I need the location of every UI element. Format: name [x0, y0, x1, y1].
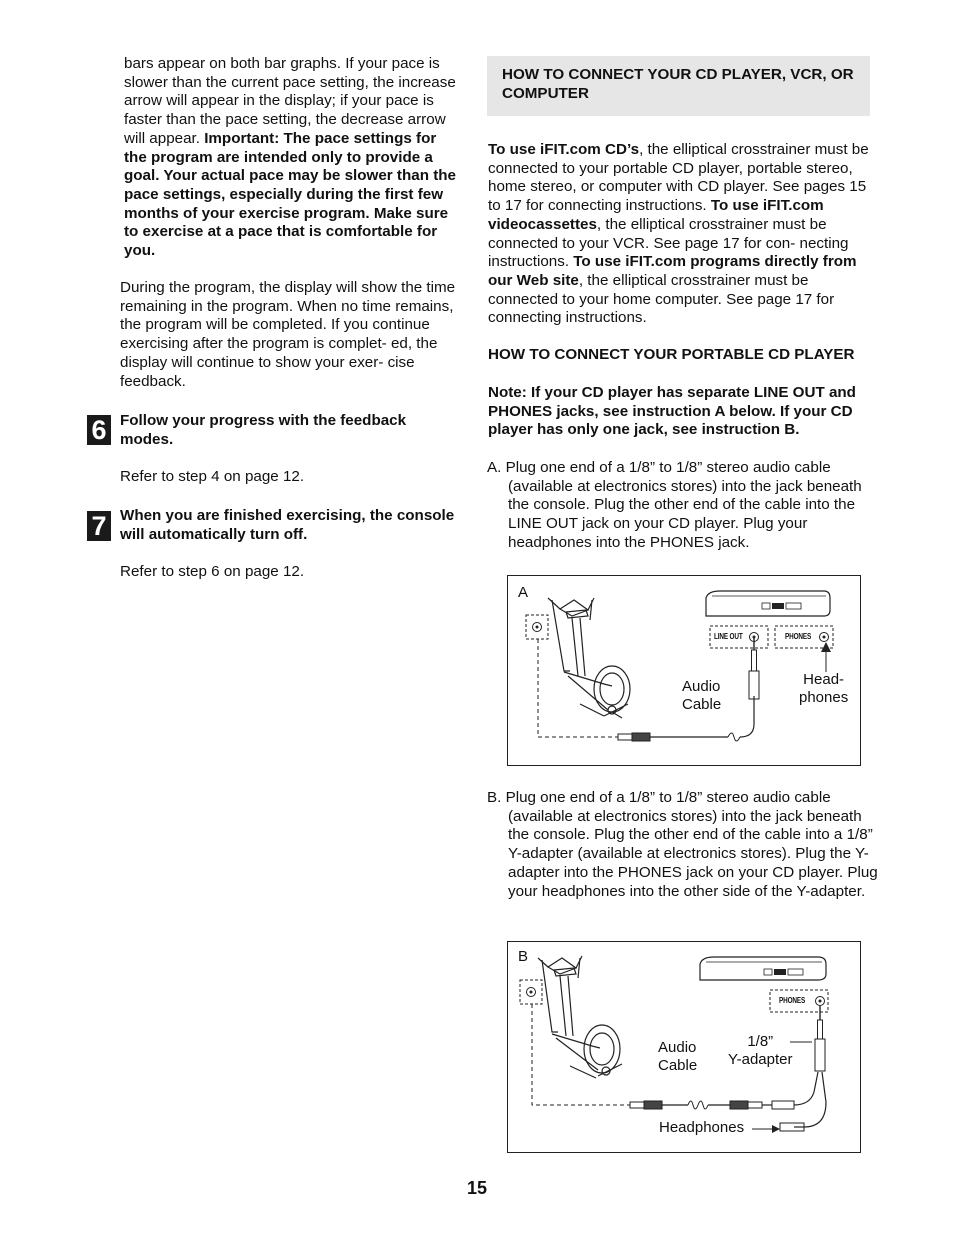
intro-paragraph: To use iFIT.com CD’s, the elliptical crosstrainer must be connected to your portable CD player, portable stereo, home stereo, or computer with CD player. See pages 15 to 17 for connecting instructions. To use iFIT.com videocassettes, the elliptical crosstrainer must be connected to your VCR. See page 17 for con- necting instructions. To use iFIT.com programs directly from our Web site, the elliptical crosstrainer must be connected to your home computer. See page 17 for connecting instructions. — [488, 141, 869, 327]
program-time-paragraph: During the program, the display will show the time remaining in the program. When no time remains, the program will be completed. If you continue exercising after the program is complet- ed, the display will continue to show your exer- cise feedback. — [120, 279, 456, 390]
figure-b-letter: B — [518, 948, 529, 965]
step-6-badge: 6 — [87, 415, 111, 445]
step-6-reference: Refer to step 4 on page 12. — [120, 468, 305, 485]
step-7-reference: Refer to step 6 on page 12. — [120, 563, 305, 580]
audio-cable-label: Audio Cable — [682, 678, 722, 713]
section-header: HOW TO CONNECT YOUR CD PLAYER, VCR, OR COMPUTER — [502, 66, 854, 102]
step-6-title: Follow your progress with the feedback modes. — [120, 412, 407, 448]
phones-jack-label: PHONES — [779, 996, 806, 1005]
figure-a — [507, 575, 861, 766]
section-header-box — [487, 56, 870, 116]
page-number: 15 — [466, 1178, 488, 1198]
audio-cable-label: Audio Cable — [658, 1039, 698, 1074]
line-out-jack-label: LINE OUT — [714, 632, 743, 641]
step-7-badge: 7 — [87, 511, 111, 541]
step-7-title: When you are finished exercising, the console will automatically turn off. — [120, 507, 455, 543]
phones-jack-label: PHONES — [785, 632, 812, 641]
note-paragraph: Note: If your CD player has separate LINE OUT and PHONES jacks, see instruction A below. If your CD player has only one jack, see instruction B. — [488, 384, 856, 439]
pace-paragraph: bars appear on both bar graphs. If your pace is slower than the current pace setting, the increase arrow will appear in the display; if your pace is faster than the pace setting, the decrease arrow will appear. Important: The pace settings for the program are intended only to provide a goal. Your actual pace may be slower than the pace settings, especially during the first few months of your exercise program. Make sure to exercise at a pace that is comfortable for you. — [124, 55, 456, 260]
instruction-b: B. Plug one end of a 1/8” to 1/8” stereo audio cable (available at electronics stores) into the jack beneath the console. Plug the other end of the cable into a 1/8” Y-adapter (available at electronics stores). Plug the Y-adapter into the PHONES jack on your CD player. Plug your headphones into the other side of the Y-adapter. — [487, 789, 878, 900]
figure-b — [507, 941, 861, 1153]
y-adapter-label: 1/8” Y-adapter — [728, 1033, 793, 1068]
figure-a-letter: A — [518, 584, 529, 601]
headphones-label: Head- phones — [799, 671, 849, 706]
instruction-a: A. Plug one end of a 1/8” to 1/8” stereo audio cable (available at electronics stores) into the jack beneath the console. Plug the other end of the cable into the LINE OUT jack on your CD player. Plug your headphones into the PHONES jack. — [487, 459, 862, 551]
headphones-label: Headphones — [659, 1119, 745, 1136]
subheading: HOW TO CONNECT YOUR PORTABLE CD PLAYER — [488, 346, 855, 363]
